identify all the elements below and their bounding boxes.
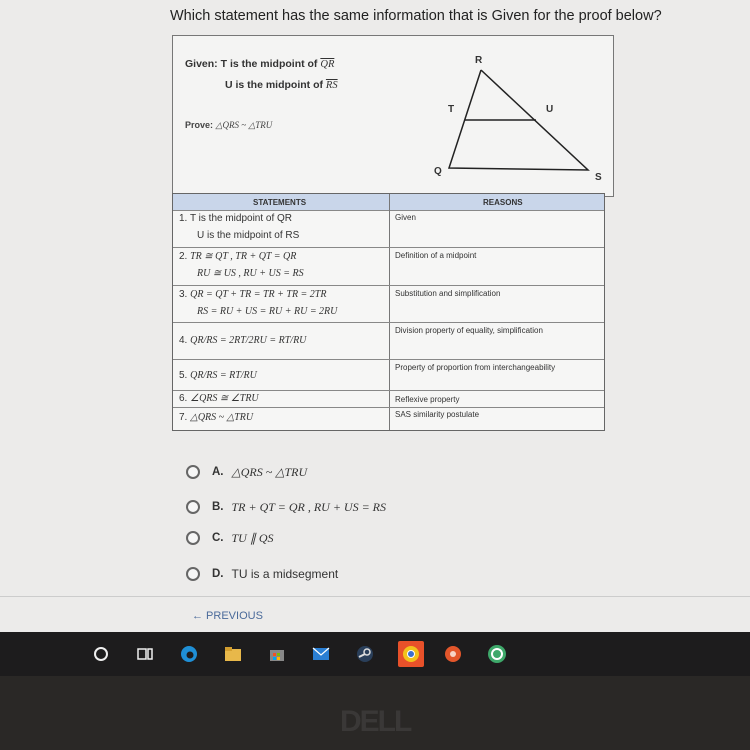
statement-line: △QRS ~ △TRU	[190, 412, 254, 423]
mail-icon[interactable]	[310, 643, 332, 665]
row-number: 1.	[179, 213, 188, 224]
prove-block	[185, 120, 272, 131]
windows-taskbar	[0, 632, 750, 676]
choice-d[interactable]	[186, 564, 338, 584]
file-explorer-icon[interactable]	[222, 643, 244, 665]
statement-line: QR = QT + TR = TR + TR = 2TR	[190, 289, 327, 300]
reason-text: Given	[395, 213, 416, 222]
proof-row-5	[173, 359, 604, 390]
statement-line: TR ≅ QT , TR + QT = QR	[190, 251, 297, 262]
choice-a[interactable]	[186, 462, 307, 482]
statement-line: QR/RS = RT/RU	[190, 370, 257, 381]
reason-text: Substitution and simplification	[395, 289, 501, 298]
radio-button[interactable]	[186, 531, 200, 545]
chrome-icon[interactable]	[398, 641, 424, 667]
prove-label: Prove:	[185, 120, 214, 130]
task-view-icon[interactable]	[134, 643, 156, 665]
steam-icon[interactable]	[354, 643, 376, 665]
header-reasons: REASONS	[483, 198, 523, 207]
brave-icon[interactable]	[442, 643, 464, 665]
proof-row-7	[173, 407, 604, 430]
label-s: S	[595, 172, 602, 183]
choice-text: TU ∥ QS	[231, 530, 274, 545]
proof-row-3	[173, 285, 604, 322]
reason-text: Property of proportion from interchangeability	[395, 363, 556, 372]
row-number: 5.	[179, 370, 188, 381]
reason-text: Division property of equality, simplification	[395, 326, 543, 335]
statement-line: RU ≅ US , RU + US = RS	[197, 268, 304, 279]
given-line2-segment: $\overline{RS}$	[325, 80, 338, 91]
given-figure-box	[172, 35, 614, 197]
row-number: 7.	[179, 412, 188, 423]
proof-row-6	[173, 390, 604, 408]
given-line1: T is the midpoint of	[220, 58, 318, 70]
row-number: 2.	[179, 251, 188, 262]
statement-line: T is the midpoint of QR	[189, 213, 293, 224]
choice-c[interactable]	[186, 528, 274, 548]
reason-text: Definition of a midpoint	[395, 251, 477, 260]
proof-row-4	[173, 322, 604, 359]
choice-b[interactable]	[186, 497, 386, 517]
app-icon[interactable]	[486, 643, 508, 665]
question-text: Which statement has the same information that is Given for the proof below?	[170, 8, 662, 24]
proof-row-1	[173, 210, 604, 246]
reason-text: SAS similarity postulate	[395, 410, 480, 419]
prove-statement: △QRS ~ △TRU	[215, 120, 273, 130]
proof-row-2	[173, 247, 604, 284]
row-number: 6.	[179, 393, 188, 404]
footer-divider	[0, 596, 750, 597]
choice-text: TU is a midsegment	[231, 567, 339, 581]
statement-line: U is the midpoint of RS	[197, 230, 300, 241]
label-u: U	[546, 104, 554, 115]
choice-letter: B.	[212, 501, 224, 513]
row-number: 3.	[179, 289, 188, 300]
header-statements: STATEMENTS	[253, 198, 307, 207]
label-t: T	[448, 104, 455, 115]
proof-table	[172, 193, 605, 431]
radio-button[interactable]	[186, 500, 200, 514]
given-line1-segment: $\overline{QR}$	[320, 59, 335, 70]
choice-letter: D.	[212, 568, 224, 580]
dell-logo: DELL	[340, 705, 411, 738]
given-block	[185, 54, 338, 96]
given-label: Given:	[185, 58, 218, 70]
given-line2: U is the midpoint of	[225, 79, 323, 91]
row-number: 4.	[179, 335, 188, 346]
statement-line: QR/RS = 2RT/2RU = RT/RU	[190, 335, 307, 346]
choice-letter: C.	[212, 532, 224, 544]
radio-button[interactable]	[186, 465, 200, 479]
label-q: Q	[434, 166, 442, 177]
store-icon[interactable]	[266, 643, 288, 665]
radio-button[interactable]	[186, 567, 200, 581]
choice-text: TR + QT = QR , RU + US = RS	[231, 499, 387, 514]
previous-button[interactable]: ← PREVIOUS	[192, 610, 263, 622]
reason-text: Reflexive property	[395, 395, 460, 404]
choice-letter: A.	[212, 466, 224, 478]
edge-icon[interactable]	[178, 643, 200, 665]
label-r: R	[475, 55, 483, 66]
statement-line: RS = RU + US = RU + RU = 2RU	[197, 306, 338, 317]
cortana-circle-icon[interactable]	[90, 643, 112, 665]
statement-line: ∠QRS ≅ ∠TRU	[190, 393, 259, 404]
choice-text: △QRS ~ △TRU	[231, 464, 308, 479]
triangle-diagram	[428, 48, 608, 183]
